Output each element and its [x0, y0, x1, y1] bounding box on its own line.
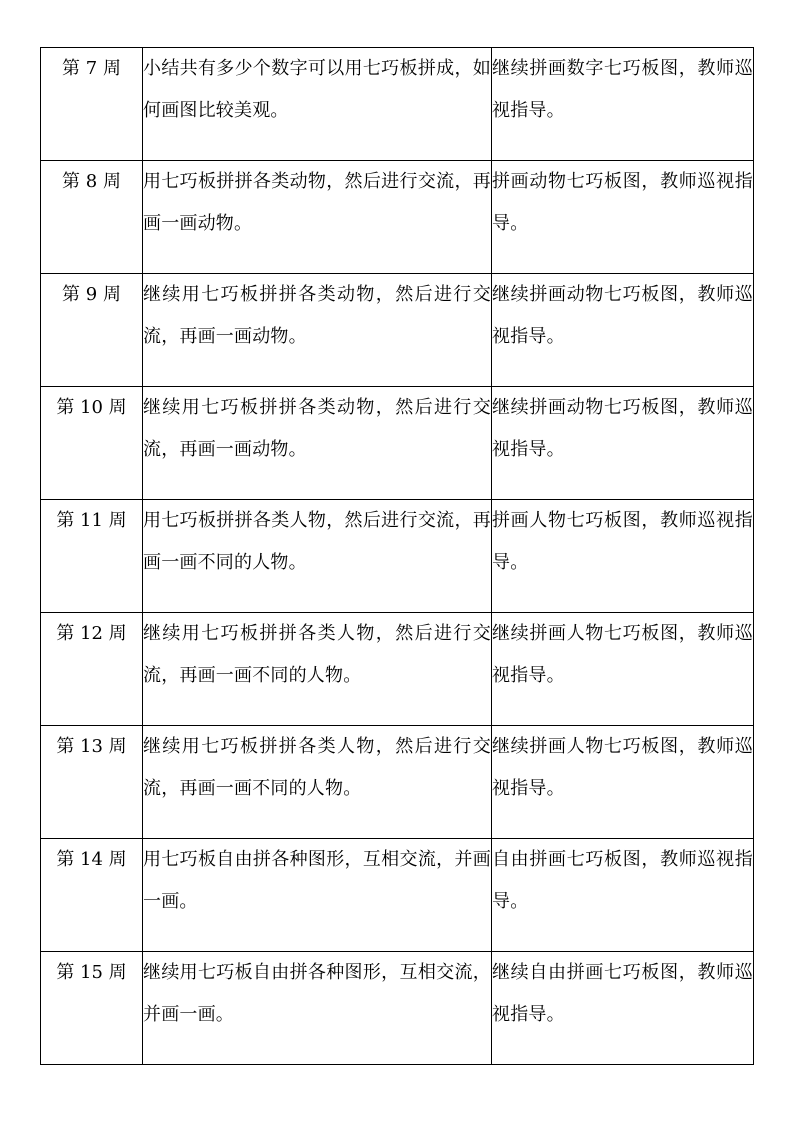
method-cell: 拼画动物七巧板图，教师巡视指导。 [492, 161, 754, 274]
week-cell: 第 15 周 [41, 952, 143, 1065]
method-cell: 继续拼画数字七巧板图，教师巡视指导。 [492, 48, 754, 161]
method-cell: 继续拼画人物七巧板图，教师巡视指导。 [492, 726, 754, 839]
method-cell: 自由拼画七巧板图，教师巡视指导。 [492, 839, 754, 952]
content-cell: 用七巧板拼拼各类人物，然后进行交流，再画一画不同的人物。 [143, 500, 492, 613]
week-cell: 第 10 周 [41, 387, 143, 500]
weekly-plan-table [40, 47, 754, 1065]
table-row [41, 500, 754, 613]
table-row [41, 952, 754, 1065]
week-cell: 第 14 周 [41, 839, 143, 952]
method-cell: 继续自由拼画七巧板图，教师巡视指导。 [492, 952, 754, 1065]
method-cell: 继续拼画动物七巧板图，教师巡视指导。 [492, 274, 754, 387]
week-cell: 第 11 周 [41, 500, 143, 613]
table-row [41, 274, 754, 387]
table-row [41, 839, 754, 952]
table-row [41, 613, 754, 726]
content-cell: 继续用七巧板拼拼各类动物，然后进行交流，再画一画动物。 [143, 387, 492, 500]
content-cell: 继续用七巧板自由拼各种图形，互相交流，并画一画。 [143, 952, 492, 1065]
document-page [40, 47, 753, 1065]
method-cell: 拼画人物七巧板图，教师巡视指导。 [492, 500, 754, 613]
content-cell: 用七巧板拼拼各类动物，然后进行交流，再画一画动物。 [143, 161, 492, 274]
week-cell: 第 13 周 [41, 726, 143, 839]
content-cell: 继续用七巧板拼拼各类动物，然后进行交流，再画一画动物。 [143, 274, 492, 387]
content-cell: 用七巧板自由拼各种图形，互相交流，并画一画。 [143, 839, 492, 952]
table-row [41, 726, 754, 839]
method-cell: 继续拼画动物七巧板图，教师巡视指导。 [492, 387, 754, 500]
content-cell: 继续用七巧板拼拼各类人物，然后进行交流，再画一画不同的人物。 [143, 726, 492, 839]
method-cell: 继续拼画人物七巧板图，教师巡视指导。 [492, 613, 754, 726]
table-row [41, 387, 754, 500]
content-cell: 继续用七巧板拼拼各类人物，然后进行交流，再画一画不同的人物。 [143, 613, 492, 726]
week-cell: 第 9 周 [41, 274, 143, 387]
table-row [41, 161, 754, 274]
table-row [41, 48, 754, 161]
week-cell: 第 7 周 [41, 48, 143, 161]
week-cell: 第 8 周 [41, 161, 143, 274]
content-cell: 小结共有多少个数字可以用七巧板拼成，如何画图比较美观。 [143, 48, 492, 161]
week-cell: 第 12 周 [41, 613, 143, 726]
